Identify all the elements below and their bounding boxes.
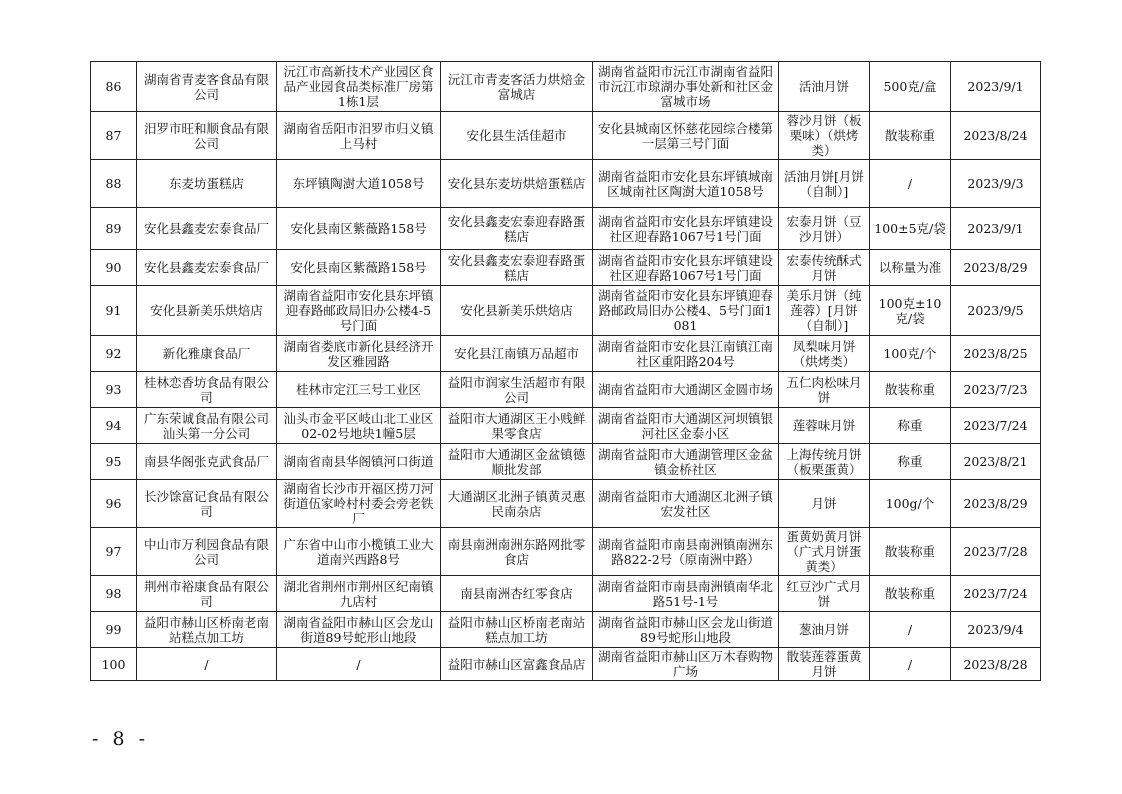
table-row — [91, 160, 1041, 208]
cell-product-name: 葱油月饼 — [779, 612, 870, 648]
cell-product-name: 蓉沙月饼（板栗味）（烘烤类） — [779, 112, 870, 160]
cell-row-number: 100 — [91, 648, 137, 681]
cell-product-spec: 以称量为准 — [870, 250, 951, 286]
cell-product-name: 散装莲蓉蛋黄月饼 — [779, 648, 870, 681]
cell-row-number: 94 — [91, 408, 137, 444]
cell-production-date: 2023/9/4 — [951, 612, 1041, 648]
cell-seller-address: 湖南省益阳市沅江市湖南省益阳市沅江市琼湖办事处新和社区金富城市场 — [593, 62, 779, 112]
cell-product-name: 活油月饼 — [779, 62, 870, 112]
cell-seller-address: 湖南省益阳市大通湖区河坝镇银河社区金泰小区 — [593, 408, 779, 444]
cell-seller-name: 益阳市润家生活超市有限公司 — [441, 372, 593, 408]
cell-product-spec: 称重 — [870, 444, 951, 480]
cell-production-date: 2023/9/5 — [951, 286, 1041, 336]
cell-product-name: 莲蓉味月饼 — [779, 408, 870, 444]
cell-row-number: 98 — [91, 576, 137, 612]
cell-seller-address: 湖南省益阳市安化县东坪镇迎春路邮政局旧办公楼4、5号门面1081 — [593, 286, 779, 336]
cell-product-name: 凤梨味月饼（烘烤类） — [779, 336, 870, 372]
cell-seller-name: 安化县东麦坊烘焙蛋糕店 — [441, 160, 593, 208]
cell-row-number: 88 — [91, 160, 137, 208]
cell-producer-name: 荆州市裕康食品有限公司 — [137, 576, 277, 612]
cell-production-date: 2023/7/24 — [951, 408, 1041, 444]
cell-seller-name: 安化县鑫麦宏泰迎春路蛋糕店 — [441, 250, 593, 286]
cell-producer-address: 东坪镇陶澍大道1058号 — [277, 160, 441, 208]
cell-product-name: 蛋黄奶黄月饼（广式月饼蛋黄类） — [779, 528, 870, 576]
cell-product-name: 美乐月饼（纯莲蓉）[月饼（自制）] — [779, 286, 870, 336]
cell-product-spec: 500克/盒 — [870, 62, 951, 112]
cell-seller-name: 安化县鑫麦宏泰迎春路蛋糕店 — [441, 208, 593, 250]
cell-production-date: 2023/9/1 — [951, 208, 1041, 250]
cell-seller-address: 湖南省益阳市安化县东坪镇建设社区迎春路1067号1号门面 — [593, 208, 779, 250]
cell-producer-name: 安化县鑫麦宏泰食品厂 — [137, 250, 277, 286]
cell-product-spec: 称重 — [870, 408, 951, 444]
cell-producer-address: 安化县南区紫薇路158号 — [277, 208, 441, 250]
cell-row-number: 92 — [91, 336, 137, 372]
cell-seller-address: 湖南省益阳市安化县江南镇江南社区重阳路204号 — [593, 336, 779, 372]
cell-product-spec: 散装称重 — [870, 576, 951, 612]
cell-producer-address: 安化县南区紫薇路158号 — [277, 250, 441, 286]
cell-producer-address: 湖南省娄底市新化县经济开发区雅园路 — [277, 336, 441, 372]
cell-row-number: 93 — [91, 372, 137, 408]
cell-production-date: 2023/8/24 — [951, 112, 1041, 160]
cell-row-number: 86 — [91, 62, 137, 112]
table-row — [91, 648, 1041, 681]
cell-product-name: 五仁肉松味月饼 — [779, 372, 870, 408]
cell-product-name: 宏泰月饼（豆沙月饼） — [779, 208, 870, 250]
cell-producer-address: 桂林市定江三号工业区 — [277, 372, 441, 408]
cell-producer-address: 湖北省荆州市荆州区纪南镇九店村 — [277, 576, 441, 612]
cell-production-date: 2023/7/24 — [951, 576, 1041, 612]
cell-producer-address: 沅江市高新技术产业园区食品产业园食品类标准厂房第1栋1层 — [277, 62, 441, 112]
cell-product-spec: 散装称重 — [870, 528, 951, 576]
cell-producer-name: 益阳市赫山区桥南老南站糕点加工坊 — [137, 612, 277, 648]
table-row — [91, 286, 1041, 336]
table-row — [91, 336, 1041, 372]
cell-product-spec: / — [870, 612, 951, 648]
cell-producer-address: 汕头市金平区岐山北工业区02-02号地块1幢5层 — [277, 408, 441, 444]
cell-seller-address: 湖南省益阳市安化县东坪镇城南区城南社区陶澍大道1058号 — [593, 160, 779, 208]
cell-row-number: 97 — [91, 528, 137, 576]
cell-seller-address: 湖南省益阳市大通湖管理区金盆镇金桥社区 — [593, 444, 779, 480]
cell-product-name: 宏泰传统酥式月饼 — [779, 250, 870, 286]
table-row — [91, 576, 1041, 612]
cell-product-spec: 散装称重 — [870, 112, 951, 160]
cell-row-number: 89 — [91, 208, 137, 250]
cell-producer-address: / — [277, 648, 441, 681]
cell-seller-address: 湖南省益阳市大通湖区金圆市场 — [593, 372, 779, 408]
cell-product-spec: / — [870, 160, 951, 208]
table-row — [91, 612, 1041, 648]
cell-producer-address: 湖南省益阳市赫山区会龙山街道89号蛇形山地段 — [277, 612, 441, 648]
table-row — [91, 408, 1041, 444]
table-row — [91, 250, 1041, 286]
cell-seller-name: 益阳市赫山区桥南老南站糕点加工坊 — [441, 612, 593, 648]
table-row — [91, 112, 1041, 160]
table-row — [91, 372, 1041, 408]
cell-product-name: 活油月饼[月饼（自制）] — [779, 160, 870, 208]
table-row — [91, 444, 1041, 480]
cell-producer-name: 湖南省青麦客食品有限公司 — [137, 62, 277, 112]
cell-seller-name: 安化县江南镇万品超市 — [441, 336, 593, 372]
cell-row-number: 99 — [91, 612, 137, 648]
cell-seller-address: 湖南省益阳市赫山区会龙山街道89号蛇形山地段 — [593, 612, 779, 648]
cell-production-date: 2023/7/23 — [951, 372, 1041, 408]
cell-seller-address: 安化县城南区怀慈花园综合楼第一层第三号门面 — [593, 112, 779, 160]
cell-producer-name: 新化雅康食品厂 — [137, 336, 277, 372]
cell-producer-name: 安化县新美乐烘焙店 — [137, 286, 277, 336]
table-row — [91, 208, 1041, 250]
cell-seller-address: 湖南省益阳市大通湖区北洲子镇宏发社区 — [593, 480, 779, 528]
cell-seller-name: 益阳市大通湖区王小贱鲜果零食店 — [441, 408, 593, 444]
cell-producer-address: 湖南省长沙市开福区捞刀河街道伍家岭村村委会旁老铁厂 — [277, 480, 441, 528]
table-row — [91, 528, 1041, 576]
cell-seller-name: 安化县生活佳超市 — [441, 112, 593, 160]
cell-production-date: 2023/8/25 — [951, 336, 1041, 372]
cell-production-date: 2023/7/28 — [951, 528, 1041, 576]
cell-seller-address: 湖南省益阳市南县南洲镇南洲东路822-2号（原南洲中路） — [593, 528, 779, 576]
cell-producer-address: 湖南省岳阳市汨罗市归义镇上马村 — [277, 112, 441, 160]
cell-seller-name: 益阳市大通湖区金盆镇德顺批发部 — [441, 444, 593, 480]
page-number: - 8 - — [92, 728, 150, 750]
cell-seller-name: 南县南洲杏红零食店 — [441, 576, 593, 612]
cell-producer-name: 长沙馀富记食品有限公司 — [137, 480, 277, 528]
cell-product-spec: 100克/个 — [870, 336, 951, 372]
cell-product-name: 红豆沙广式月饼 — [779, 576, 870, 612]
cell-seller-address: 湖南省益阳市安化县东坪镇建设社区迎春路1067号1号门面 — [593, 250, 779, 286]
cell-seller-address: 湖南省益阳市赫山区万木春购物广场 — [593, 648, 779, 681]
cell-product-name: 月饼 — [779, 480, 870, 528]
cell-row-number: 95 — [91, 444, 137, 480]
cell-row-number: 87 — [91, 112, 137, 160]
cell-producer-name: 安化县鑫麦宏泰食品厂 — [137, 208, 277, 250]
cell-seller-name: 安化县新美乐烘焙店 — [441, 286, 593, 336]
cell-producer-name: 广东荣诚食品有限公司汕头第一分公司 — [137, 408, 277, 444]
cell-row-number: 91 — [91, 286, 137, 336]
cell-product-spec: 100克±10克/袋 — [870, 286, 951, 336]
cell-production-date: 2023/8/29 — [951, 480, 1041, 528]
sampling-results-table — [90, 61, 1041, 681]
cell-production-date: 2023/8/28 — [951, 648, 1041, 681]
cell-row-number: 96 — [91, 480, 137, 528]
cell-production-date: 2023/8/21 — [951, 444, 1041, 480]
cell-row-number: 90 — [91, 250, 137, 286]
cell-product-spec: 100±5克/袋 — [870, 208, 951, 250]
cell-producer-name: 东麦坊蛋糕店 — [137, 160, 277, 208]
cell-producer-name: 桂林恋香坊食品有限公司 — [137, 372, 277, 408]
cell-seller-name: 大通湖区北洲子镇黄灵惠民南杂店 — [441, 480, 593, 528]
cell-product-spec: 100g/个 — [870, 480, 951, 528]
cell-producer-name: / — [137, 648, 277, 681]
cell-production-date: 2023/9/3 — [951, 160, 1041, 208]
cell-seller-name: 沅江市青麦客活力烘焙金富城店 — [441, 62, 593, 112]
cell-seller-name: 南县南洲南洲东路网批零食店 — [441, 528, 593, 576]
cell-producer-address: 湖南省益阳市安化县东坪镇迎春路邮政局旧办公楼4-5号门面 — [277, 286, 441, 336]
cell-producer-name: 汨罗市旺和顺食品有限公司 — [137, 112, 277, 160]
cell-product-name: 上海传统月饼（板栗蛋黄） — [779, 444, 870, 480]
cell-producer-name: 中山市万利园食品有限公司 — [137, 528, 277, 576]
cell-producer-address: 广东省中山市小榄镇工业大道南兴西路8号 — [277, 528, 441, 576]
table-row — [91, 480, 1041, 528]
cell-seller-address: 湖南省益阳市南县南洲镇南华北路51号-1号 — [593, 576, 779, 612]
cell-production-date: 2023/8/29 — [951, 250, 1041, 286]
table-row — [91, 62, 1041, 112]
cell-producer-address: 湖南省南县华阁镇河口街道 — [277, 444, 441, 480]
cell-product-spec: 散装称重 — [870, 372, 951, 408]
cell-production-date: 2023/9/1 — [951, 62, 1041, 112]
cell-product-spec: / — [870, 648, 951, 681]
cell-producer-name: 南县华阁张克武食品厂 — [137, 444, 277, 480]
cell-seller-name: 益阳市赫山区富鑫食品店 — [441, 648, 593, 681]
